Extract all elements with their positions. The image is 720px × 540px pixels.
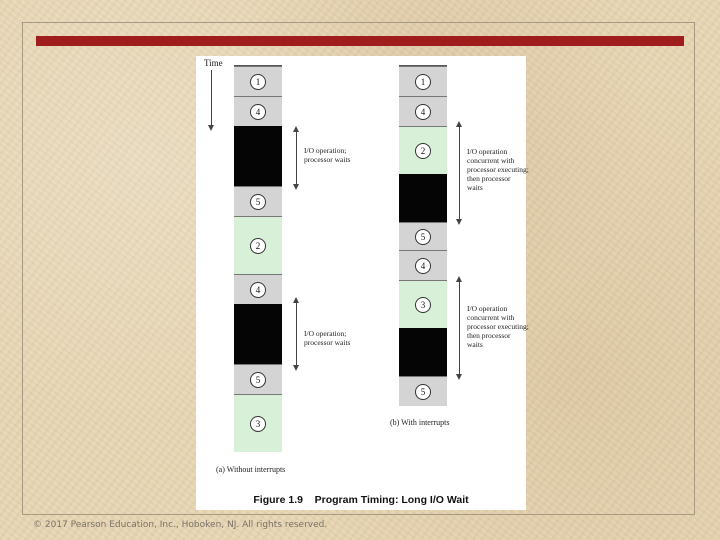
left-io-span-arrow-2 (296, 302, 297, 366)
right-io-span-arrow-2 (459, 281, 460, 375)
left-block-3-io-wait (234, 126, 282, 186)
right-block-4-io-wait (399, 174, 447, 222)
left-block-8 (234, 364, 282, 394)
left-block-1-number: 1 (250, 74, 266, 90)
left-block-2-number: 4 (250, 104, 266, 120)
right-block-7 (399, 280, 447, 328)
left-block-4-number: 5 (250, 194, 266, 210)
right-block-8-io-wait (399, 328, 447, 376)
right-block-6-number: 4 (415, 258, 431, 274)
figure-title: Figure 1.9 Program Timing: Long I/O Wait (253, 494, 469, 506)
right-block-5 (399, 222, 447, 250)
time-arrow-icon (211, 70, 212, 126)
left-block-5 (234, 216, 282, 274)
left-block-6 (234, 274, 282, 304)
left-caption: (a) Without interrupts (216, 465, 286, 474)
right-block-9-number: 5 (415, 384, 431, 400)
left-io-note-2: I/O operation; processor waits (304, 329, 351, 347)
right-caption: (b) With interrupts (390, 418, 450, 427)
title-bar (36, 36, 684, 46)
time-label: Time (204, 58, 223, 68)
right-block-7-number: 3 (415, 297, 431, 313)
right-block-1-number: 1 (415, 74, 431, 90)
left-block-4 (234, 186, 282, 216)
left-io-note-1: I/O operation; processor waits (304, 146, 351, 164)
right-block-6 (399, 250, 447, 280)
right-block-2-number: 4 (415, 104, 431, 120)
left-io-span-arrow-1 (296, 131, 297, 185)
right-block-9 (399, 376, 447, 406)
right-block-2 (399, 96, 447, 126)
left-block-5-number: 2 (250, 238, 266, 254)
right-io-note-1: I/O operation concurrent with processor executing; then processor waits (467, 147, 529, 192)
left-block-2 (234, 96, 282, 126)
left-block-9-number: 3 (250, 416, 266, 432)
right-block-1 (399, 66, 447, 96)
copyright-notice: © 2017 Pearson Education, Inc., Hoboken, NJ. All rights reserved. (33, 520, 328, 530)
left-block-1 (234, 66, 282, 96)
right-block-3 (399, 126, 447, 174)
right-block-3-number: 2 (415, 143, 431, 159)
left-block-7-io-wait (234, 304, 282, 364)
right-io-span-arrow-1 (459, 126, 460, 220)
left-block-6-number: 4 (250, 282, 266, 298)
right-block-5-number: 5 (415, 229, 431, 245)
right-io-note-2: I/O operation concurrent with processor executing; then processor waits (467, 304, 529, 349)
left-block-8-number: 5 (250, 372, 266, 388)
left-block-9 (234, 394, 282, 452)
